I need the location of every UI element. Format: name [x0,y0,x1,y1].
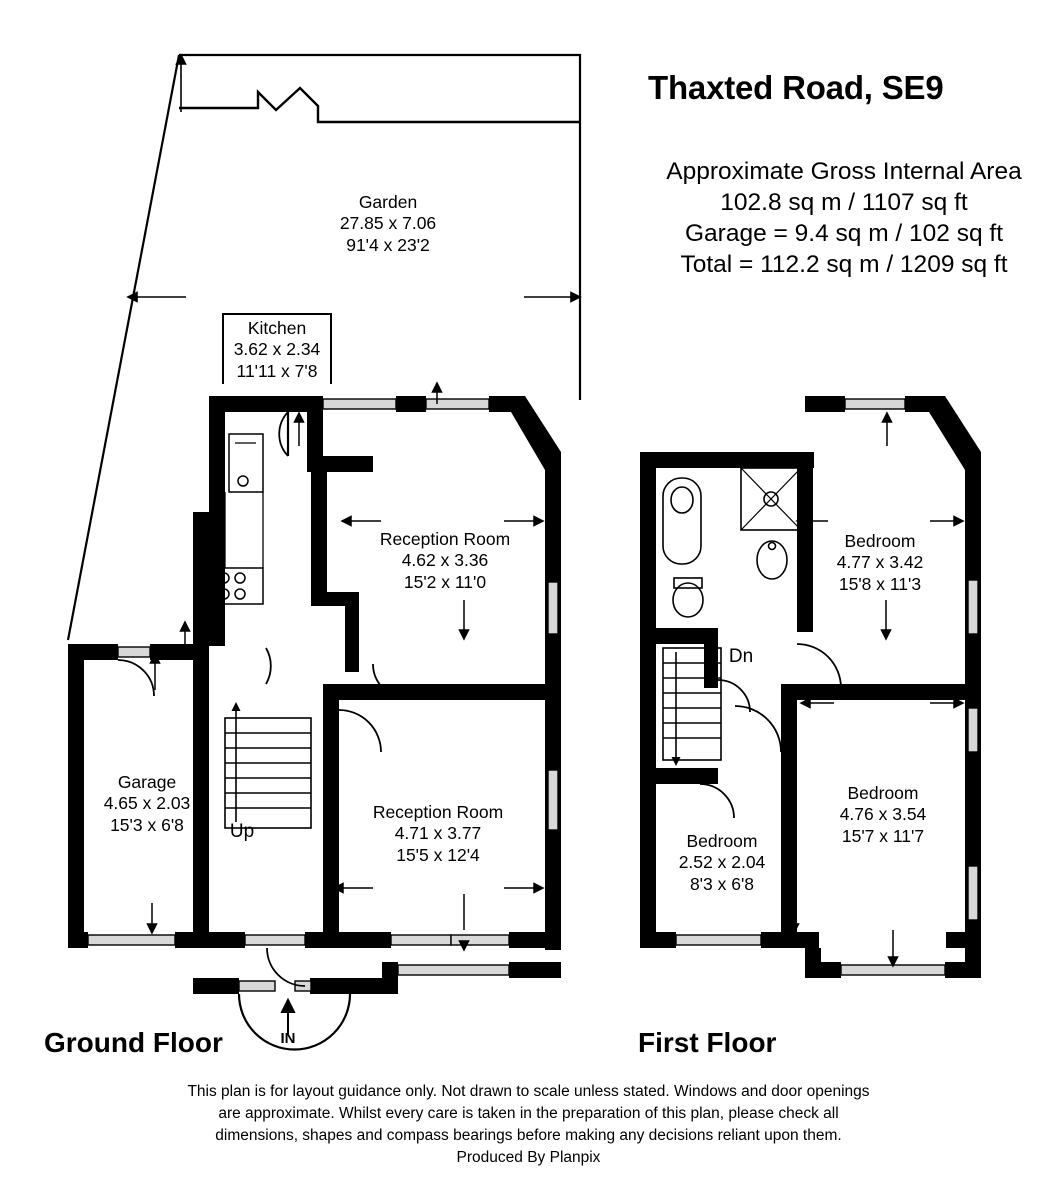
room-label-reception-room-1 [345,529,545,593]
garden-imperial: 91'4 x 23'2 [346,234,430,255]
room-label-reception-room-2 [338,802,538,866]
entrance-label: IN [280,1030,296,1047]
room-label-garden [273,192,503,256]
room-label-kitchen [222,313,332,384]
garage-metric: 4.65 x 2.03 [103,793,191,814]
bathroom-fittings [663,468,801,617]
room-label-garage [57,772,237,836]
floor-title-first: First Floor [638,1027,777,1058]
kitchen-name: Kitchen [247,318,307,338]
bedroom3-metric: 2.52 x 2.04 [678,852,766,873]
kitchen-metric: 3.62 x 2.34 [233,339,321,360]
producer-credit: Produced By Planpix [456,1149,601,1166]
garage-name: Garage [117,772,177,792]
garden-dimension-arrows [128,55,580,302]
ground-floor-stairs [225,702,311,828]
stairs-up-label: Up [229,821,255,842]
garden-name: Garden [358,192,418,212]
reception2-metric: 4.71 x 3.77 [394,823,482,844]
disclaimer-line-3: dimensions, shapes and compass bearings before making any decisions reliant upon them. [215,1127,842,1144]
garden-metric: 27.85 x 7.06 [339,213,437,234]
bedroom2-metric: 4.76 x 3.54 [839,804,927,825]
floor-title-ground: Ground Floor [44,1027,223,1058]
disclaimer-line-1: This plan is for layout guidance only. Not drawn to scale unless stated. Windows and door openings [187,1083,870,1100]
reception1-name: Reception Room [379,529,511,549]
area-summary-line-2: 102.8 sq m / 1107 sq ft [720,189,968,216]
area-summary-line-3: Garage = 9.4 sq m / 102 sq ft [685,220,1003,247]
ground-floor-walls [68,396,561,994]
bedroom2-imperial: 15'7 x 11'7 [841,825,925,846]
bedroom3-imperial: 8'3 x 6'8 [689,873,755,894]
bedroom1-name: Bedroom [844,531,916,551]
reception2-imperial: 15'5 x 12'4 [396,844,480,865]
bedroom2-name: Bedroom [847,783,919,803]
disclaimer-line-2: are approximate. Whilst every care is taken in the preparation of this plan, please check all [218,1105,839,1122]
bedroom3-name: Bedroom [686,831,758,851]
area-summary-line-4: Total = 112.2 sq m / 1209 sq ft [680,251,1008,278]
page-title: Thaxted Road, SE9 [648,69,944,106]
area-summary-line-1: Approximate Gross Internal Area [666,158,1022,185]
room-label-bedroom-2 [793,783,973,847]
reception2-name: Reception Room [372,802,504,822]
bedroom1-imperial: 15'8 x 11'3 [838,573,922,594]
room-label-bedroom-1 [790,531,970,595]
reception1-imperial: 15'2 x 11'0 [403,571,487,592]
stairs-down-label: Dn [728,646,754,667]
room-label-bedroom-3 [632,831,812,895]
reception1-metric: 4.62 x 3.36 [401,550,489,571]
garage-imperial: 15'3 x 6'8 [110,814,184,835]
kitchen-imperial: 11'11 x 7'8 [236,360,318,381]
bedroom1-metric: 4.77 x 3.42 [836,552,924,573]
